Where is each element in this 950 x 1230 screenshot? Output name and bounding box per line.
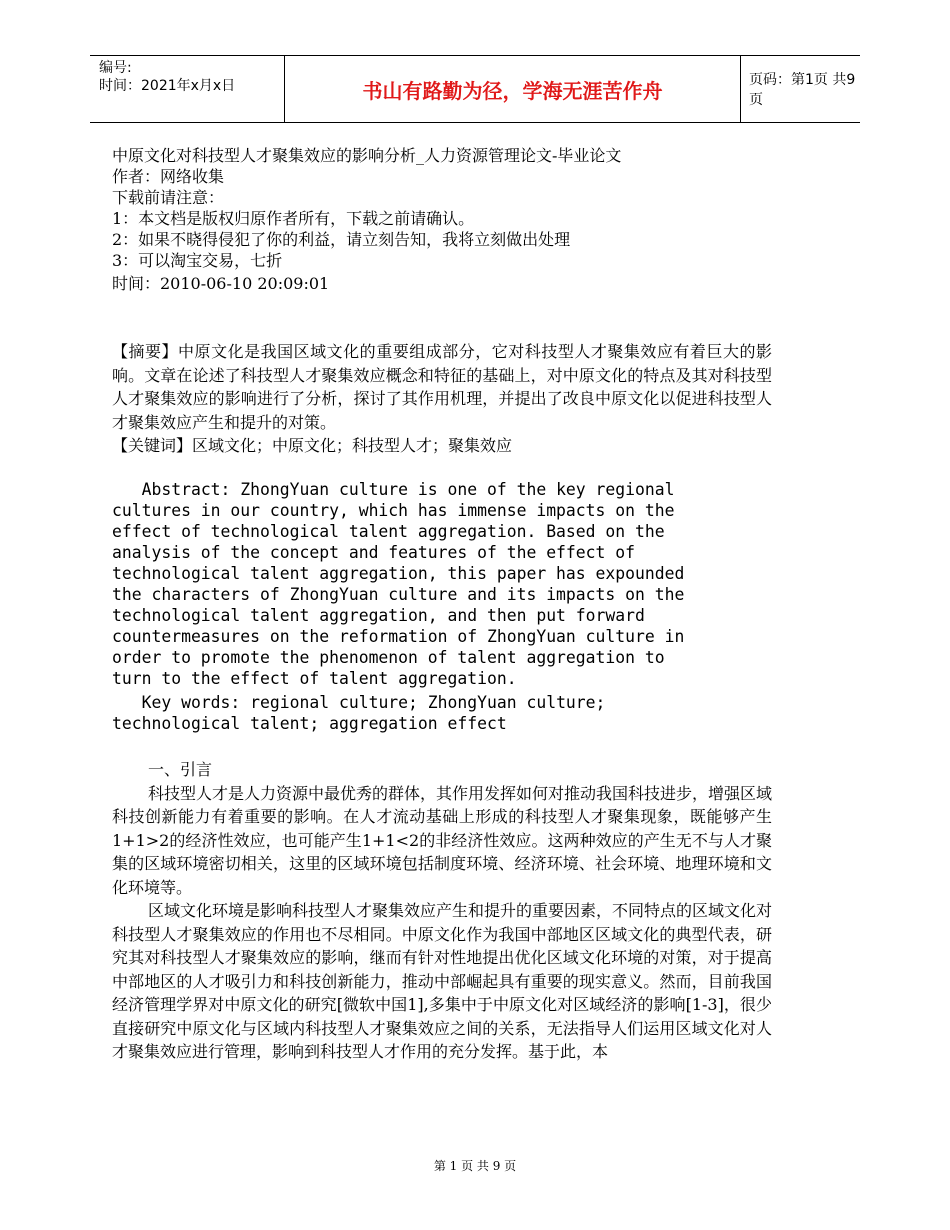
header-table [90, 55, 860, 123]
keywords-cn: 【关键词】区域文化；中原文化；科技型人才；聚集效应 [112, 436, 513, 455]
header-page-info: 页码：第1页 共9页 [749, 72, 856, 108]
abstract-en-line: technological talent aggregation, this paper has expounded [112, 564, 685, 583]
notice-item: 2：如果不晓得侵犯了你的利益，请立刻告知，我将立刻做出处理 [112, 230, 571, 249]
page-footer: 第 1 页 共 9 页 [433, 1159, 517, 1173]
abstract-en-block [112, 479, 772, 734]
keywords-en-line: Key words: regional culture; ZhongYuan culture; [112, 693, 606, 712]
abstract-cn: 【摘要】中原文化是我国区域文化的重要组成部分，它对科技型人才聚集效应有着巨大的影响。文章在论述了科技型人才聚集效应概念和特征的基础上，对中原文化的特点及其对科技型人才聚集效应的影响进行了分析，探讨了其作用机理，并提出了改良中原文化以促进科技型人才聚集效应产生和提升的对策。 [112, 342, 772, 432]
abstract-en-line: countermeasures on the reformation of ZhongYuan culture in [112, 627, 685, 646]
document-meta [112, 145, 772, 294]
abstract-en-line: Abstract: ZhongYuan culture is one of the key regional [112, 480, 675, 499]
abstract-en-line: turn to the effect of talent aggregation. [112, 669, 517, 688]
body-paragraph: 科技型人才是人力资源中最优秀的群体，其作用发挥如何对推动我国科技进步，增强区域科技创新能力有着重要的影响。在人才流动基础上形成的科技型人才聚集现象，既能够产生1+1>2的经济性效应，也可能产生1+1<2的非经济性效应。这两种效应的产生无不与人才聚集的区域环境密切相关，这里的区域环境包括制度环境、经济环境、社会环境、地理环境和文化环境等。 [112, 783, 773, 897]
abstract-en-line: technological talent aggregation, and then put forward [112, 606, 645, 625]
abstract-cn-block [112, 340, 772, 458]
abstract-en-line: analysis of the concept and features of the effect of [112, 543, 636, 562]
author-line: 作者：网络收集 [112, 167, 225, 186]
header-info-cell [90, 56, 285, 122]
timestamp-line: 时间：2010-06-10 20:09:01 [112, 274, 330, 293]
header-motto: 书山有路勤为径，学海无涯苦作舟 [285, 56, 741, 122]
abstract-en-line: the characters of ZhongYuan culture and its impacts on the [112, 585, 685, 604]
document-title: 中原文化对科技型人才聚集效应的影响分析_人力资源管理论文-毕业论文 [112, 146, 622, 165]
keywords-en-line: technological talent; aggregation effect [112, 714, 507, 733]
abstract-en-line: order to promote the phenomenon of talent aggregation to [112, 648, 665, 667]
section-heading: 一、引言 [148, 760, 213, 779]
time-label: 时间：2021年x月x日 [99, 78, 236, 94]
section-introduction [112, 758, 772, 1064]
download-notice: 下载前请注意： [112, 188, 225, 207]
abstract-en-line: cultures in our country, which has immense impacts on the [112, 501, 675, 520]
abstract-en-line: effect of technological talent aggregation. Based on the [112, 522, 665, 541]
notice-item: 3：可以淘宝交易，七折 [112, 251, 283, 270]
body-paragraph: 区域文化环境是影响科技型人才聚集效应产生和提升的重要因素，不同特点的区域文化对科技型人才聚集效应的作用也不尽相同。中原文化作为我国中部地区区域文化的典型代表，研究其对科技型人才聚集效应的影响，继而有针对性地提出优化区域文化环境的对策，对于提高中部地区的人才吸引力和科技创新能力，推动中部崛起具有重要的现实意义。然而，目前我国经济管理学界对中原文化的研究[微软中国1],多集中于中原文化对区域经济的影响[1-3]，很少直接研究中原文化与区域内科技型人才聚集效应之间的关系，无法指导人们运用区域文化对人才聚集效应进行管理，影响到科技型人才作用的充分发挥。基于此，本 [112, 901, 773, 1061]
number-label: 编号: [99, 60, 132, 76]
notice-item: 1：本文档是版权归原作者所有，下载之前请确认。 [112, 209, 475, 228]
